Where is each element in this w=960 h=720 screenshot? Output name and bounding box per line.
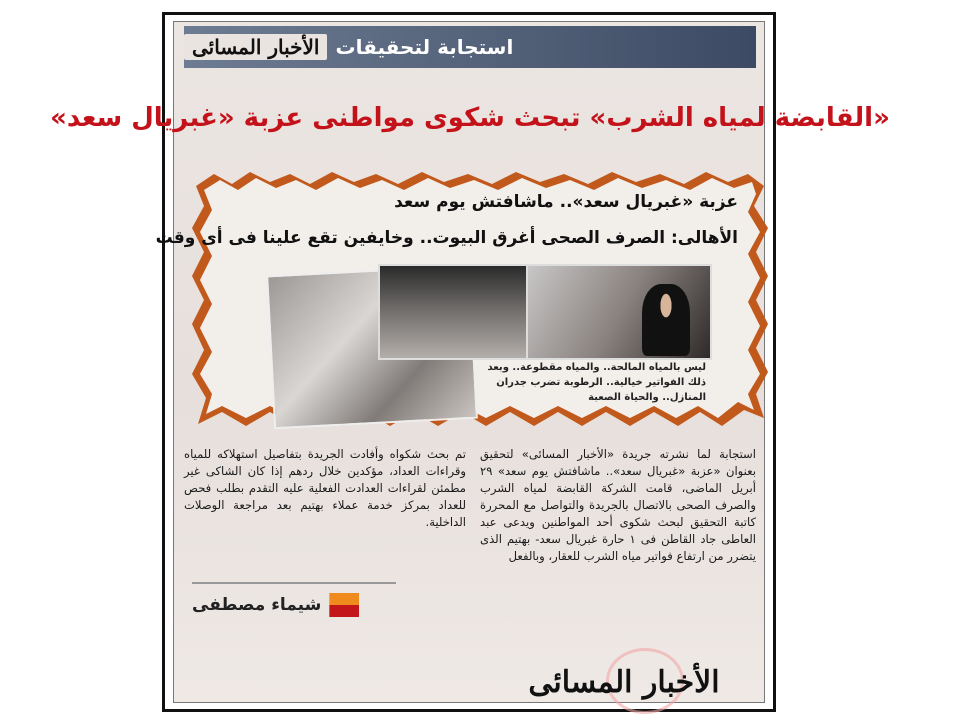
- photo-caption: ليس بالمياه المالحة.. والمياه مقطوعة.. وبعد ذلك الفواتير خيالية.. الرطوبة تضرب جدران المنازل.. والحياة الصعبة: [487, 362, 706, 403]
- previous-article-clipping: [155, 172, 768, 428]
- byline-accent-mark: [329, 593, 359, 617]
- clipping-subheadline-2: الأهالى: الصرف الصحى أغرق البيوت.. وخايفين تقع علينا فى أى وقت: [155, 228, 738, 248]
- author-byline: [192, 582, 396, 626]
- article-body-column-left: تم بحث شكواه وأفادت الجريدة بتفاصيل استهلاكه للمياه وقراءات العداد، مؤكدين خلال ردهم إذا كان الشاكى غير مطمئن لقراءات العدادت الفعلية عليه التقدم بطلب فحص للعداد بمركز خدمة عملاء بهتيم بعد مراجعة الوصلات الداخلية.: [184, 447, 466, 529]
- article-body-column-right: استجابة لما نشرته جريدة «الأخبار المسائى» لتحقيق بعنوان «عزبة «غبريال سعد».. ماشافتش يوم سعد» ٢٩ أبريل الماضى، قامت الشركة القابضة لمياه الشرب والصرف الصحى بالاتصال بالجريدة والتواصل مع المحررة كاتبة التحقيق لبحث شكوى أحد المواطنين ويدعى عبد العاطى جاد القاطن فى ١ حارة غبريال سعد- بهتيم الذى يتضرر من ارتفاع فواتير مياه الشرب للعقار، وبالفعل: [480, 447, 756, 563]
- photo-resident-woman: [526, 264, 712, 360]
- kicker-logo: الأخبار المسائى: [184, 34, 327, 60]
- author-name: شيماء مصطفى: [192, 595, 322, 615]
- footer-logo-text: الأخبار المسائى: [528, 664, 720, 700]
- woman-figure: [642, 284, 690, 356]
- clipping-photos: [270, 264, 708, 422]
- newspaper-logo-footer: [524, 662, 724, 702]
- kicker-text: استجابة لتحقيقات: [335, 35, 514, 59]
- clipping-subheadline-1: عزبة «غبريال سعد».. ماشافتش يوم سعد: [394, 192, 738, 212]
- section-kicker-bar: [184, 26, 756, 68]
- article-headline: «القابضة لمياه الشرب» تبحث شكوى مواطنى عزبة «غبريال سعد»: [50, 103, 890, 133]
- newspaper-clipping: [50, 21, 890, 703]
- clipping-frame: [50, 12, 890, 712]
